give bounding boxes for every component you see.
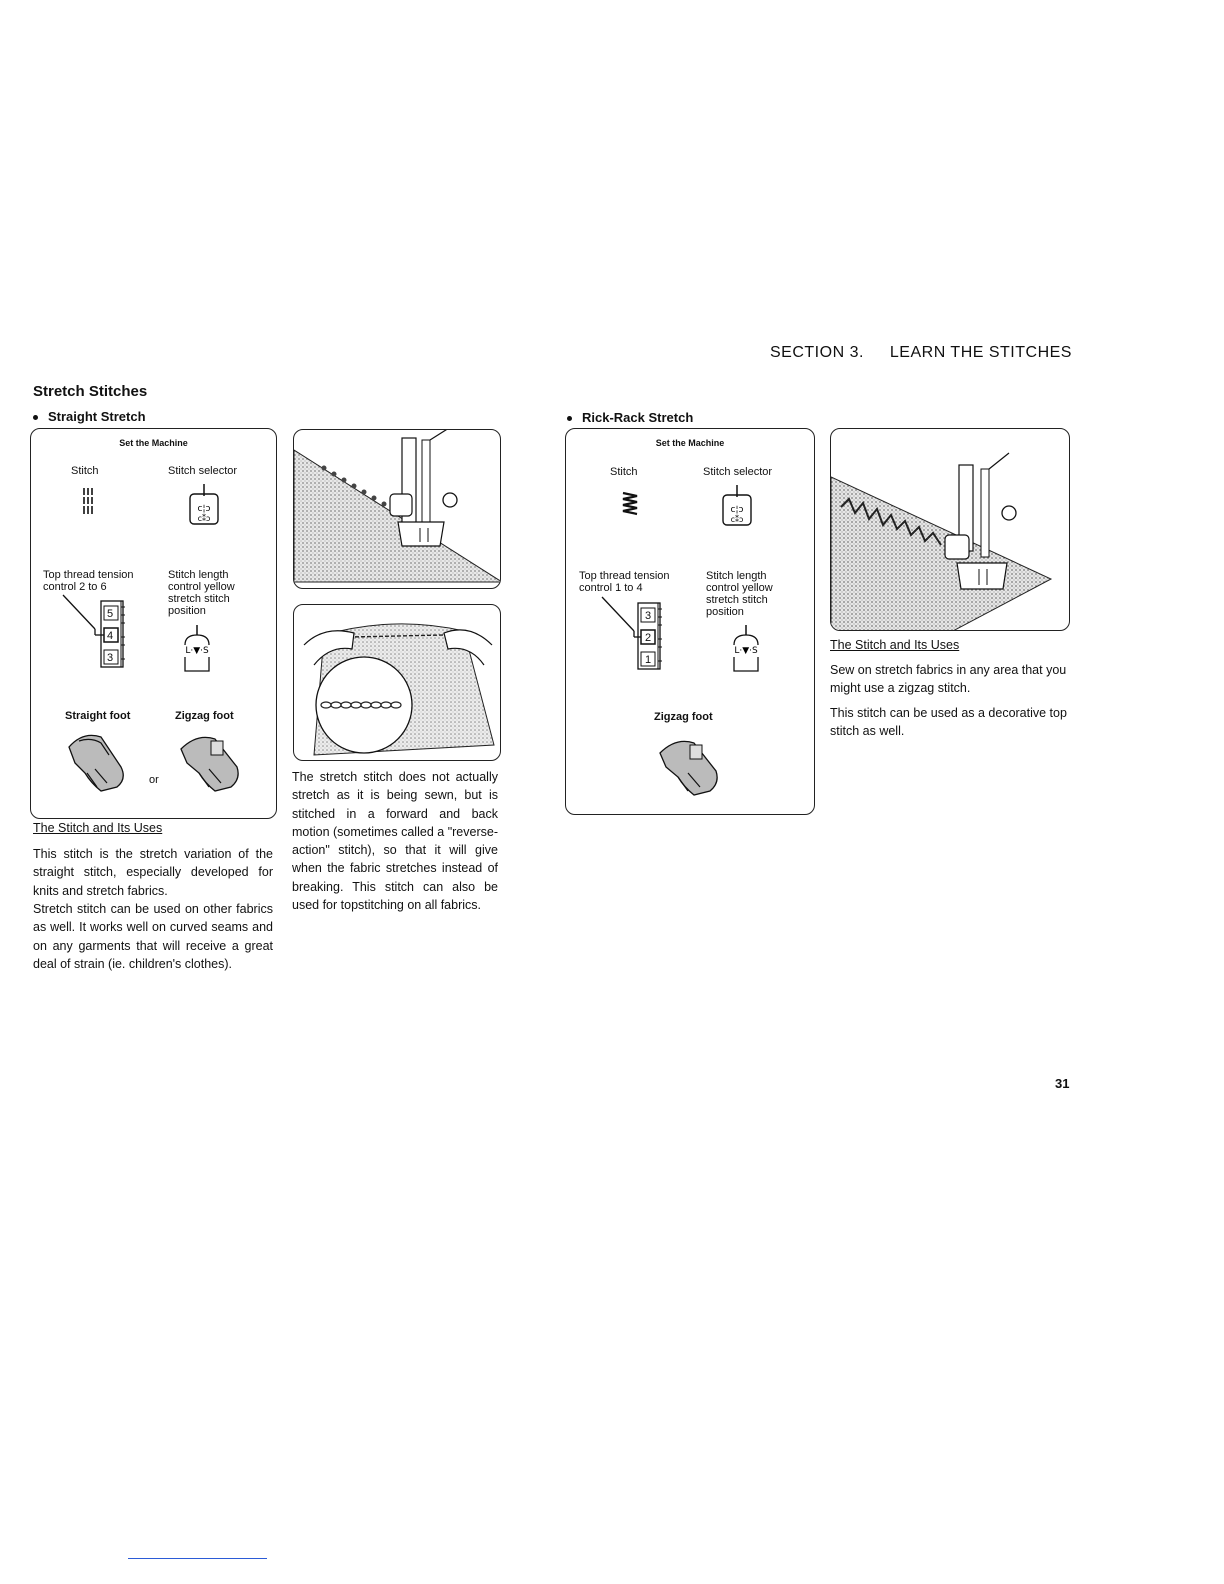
section-header	[770, 344, 1072, 362]
bottom-rule	[128, 1558, 267, 1559]
stitch-selector-icon	[721, 485, 753, 527]
tension-number-top: 3	[644, 610, 652, 622]
straight-stretch-heading	[33, 409, 146, 424]
length-label-2: control yellow	[168, 581, 235, 593]
tension-label-1: Top thread tension	[43, 569, 134, 581]
stretch-photo-caption: The stretch stitch does not actually stretch as it is being sewn, but is stitched in a forward and back motion (sometimes called a "reverse-action" stitch), so that it will give when the fabric stretches instead of breaking. This stitch can also be used for topstitching on all fabrics.	[292, 770, 498, 913]
tension-number-mid: 4	[106, 630, 114, 642]
straight-stretch-title: Straight Stretch	[48, 409, 146, 424]
needle-sewing-illustration	[294, 430, 501, 589]
stitch-selector-label: Stitch selector	[168, 465, 238, 477]
zigzag-foot-icon	[650, 731, 730, 799]
tension-label-1: Top thread tension	[579, 570, 670, 582]
length-label-2: control yellow	[706, 582, 773, 594]
zigzag-foot-icon	[171, 727, 251, 795]
rickrack-uses-text-2: This stitch can be used as a decorative top stitch as well.	[830, 706, 1067, 739]
stretched-fabric-illustration	[294, 605, 501, 761]
length-label-1: Stitch length	[706, 570, 767, 582]
tension-number-top: 5	[106, 608, 114, 620]
or-label: or	[149, 774, 159, 786]
length-label-3: stretch stitch	[706, 594, 768, 606]
stitch-selector-icon	[188, 484, 220, 526]
stitch-selector-label: Stitch selector	[703, 466, 773, 478]
straight-foot-label: Straight foot	[65, 710, 131, 722]
svg-text:L·▼·S: L·▼·S	[734, 646, 758, 656]
page-title: Stretch Stitches	[33, 383, 148, 400]
straight-uses-heading: The Stitch and Its Uses	[33, 821, 163, 835]
set-machine-label: Set the Machine	[655, 438, 725, 448]
rickrack-stretch-heading	[567, 410, 693, 425]
length-label-3: stretch stitch	[168, 593, 230, 605]
length-label-1: Stitch length	[168, 569, 229, 581]
rickrack-sewing-illustration	[831, 429, 1070, 631]
tension-number-bottom: 1	[644, 654, 652, 666]
straight-foot-icon	[61, 729, 136, 794]
svg-text:c¦ɔ: c¦ɔ	[197, 504, 211, 514]
bullet-icon	[33, 415, 38, 420]
zigzag-foot-label: Zigzag foot	[654, 711, 713, 723]
sewing-photo-straight	[293, 429, 501, 589]
tension-number-bottom: 3	[106, 652, 114, 664]
stitch-label: Stitch	[610, 466, 638, 478]
page-number: 31	[1055, 1076, 1070, 1091]
bullet-icon	[567, 416, 572, 421]
tension-number-mid: 2	[644, 632, 652, 644]
tension-label-2: control 1 to 4	[579, 582, 643, 594]
sewing-photo-rickrack	[830, 428, 1070, 631]
length-label-4: position	[168, 605, 206, 617]
rickrack-stretch-title: Rick-Rack Stretch	[582, 410, 694, 425]
rickrack-uses-heading: The Stitch and Its Uses	[830, 638, 960, 652]
section-number: SECTION 3.	[770, 344, 864, 361]
stitch-label: Stitch	[71, 465, 99, 477]
svg-text:c¦ɔ: c¦ɔ	[730, 505, 744, 515]
straight-uses-text-1: This stitch is the stretch variation of the straight stitch, especially developed for knits and stretch fabrics.	[33, 847, 273, 898]
svg-text:c⁑ɔ: c⁑ɔ	[730, 515, 744, 524]
set-machine-label: Set the Machine	[119, 438, 188, 448]
straight-stretch-symbol-icon	[81, 487, 95, 515]
rickrack-settings-box	[565, 428, 815, 815]
rickrack-symbol-icon	[622, 491, 638, 517]
rickrack-uses-text-1: Sew on stretch fabrics in any area that you might use a zigzag stitch.	[830, 663, 1067, 696]
straight-uses-text-2: Stretch stitch can be used on other fabrics as well. It works well on curved seams and on any garments that will receive a great deal of strain (ie. children's clothes).	[33, 902, 273, 971]
stitch-length-knob-icon	[726, 625, 766, 675]
section-title: LEARN THE STITCHES	[889, 344, 1072, 361]
svg-text:c⁑ɔ: c⁑ɔ	[197, 514, 211, 523]
svg-text:L·▼·S: L·▼·S	[185, 646, 209, 656]
tension-dial-icon	[600, 595, 665, 671]
straight-settings-box	[30, 428, 277, 819]
tension-label-2: control 2 to 6	[43, 581, 107, 593]
stretch-demo-photo	[293, 604, 501, 761]
zigzag-foot-label: Zigzag foot	[175, 710, 234, 722]
stitch-length-knob-icon	[177, 625, 217, 675]
length-label-4: position	[706, 606, 744, 618]
